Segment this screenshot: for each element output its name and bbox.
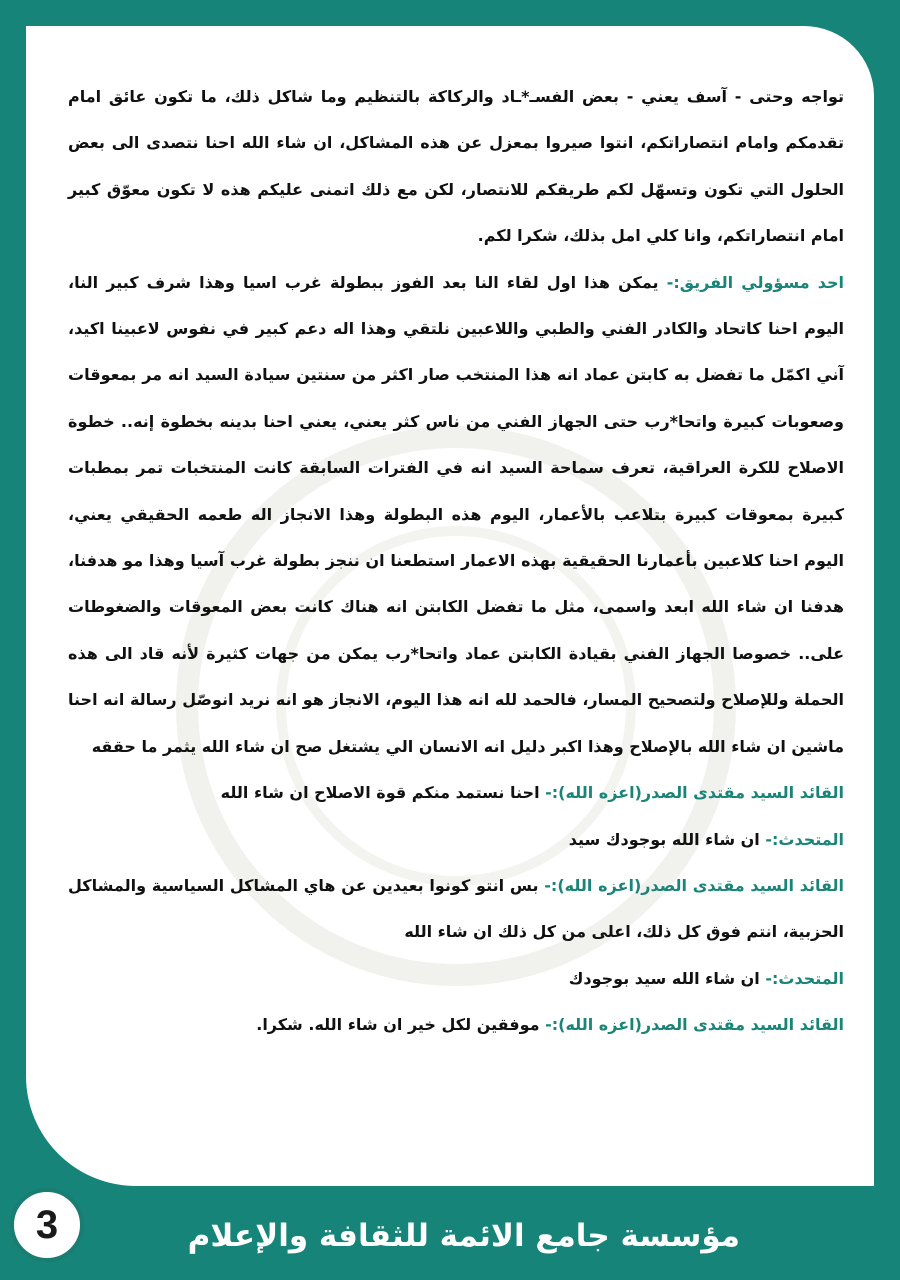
speaker-label: المتحدث:- bbox=[765, 968, 844, 988]
paragraph-text: بس انتو كونوا بعيدين عن هاي المشاكل السياسية والمشاكل الحزبية، انتم فوق كل ذلك، اعلى من كل ذلك ان شاء الله bbox=[68, 875, 844, 942]
paragraph-text: احنا نستمد منكم قوة الاصلاح ان شاء الله bbox=[220, 783, 546, 803]
paragraph-text: موفقين لكل خير ان شاء الله. شكرا. bbox=[256, 1015, 546, 1035]
transcript-body bbox=[68, 74, 844, 1049]
speaker-label: القائد السيد مقتدى الصدر(اعزه الله):- bbox=[544, 875, 844, 895]
speaker-label: القائد السيد مقتدى الصدر(اعزه الله):- bbox=[545, 783, 844, 803]
paragraph-text: تواجه وحتى - آسف يعني - بعض الفسـ*ـاد والركاكة بالتنظيم وما شاكل ذلك، ما تكون عائق امام تقدمكم وامام انتصاراتكم، انتوا صيروا بمعزل عن هذه المشاكل، ان شاء الله احنا نتصدى الى بعض الحلول التي تكون وتسهّل لكم طريقكم للانتصار، لكن مع ذلك اتمنى عليكم هذه لا تكون معوّق كبير امام انتصاراتكم، وانا كلي امل بذلك، شكرا لكم. bbox=[68, 87, 844, 246]
speaker-label: القائد السيد مقتدى الصدر(اعزه الله):- bbox=[545, 1015, 844, 1035]
paragraph-4 bbox=[68, 817, 844, 863]
paragraph-7 bbox=[68, 1002, 844, 1048]
speaker-label: المتحدث:- bbox=[765, 829, 844, 849]
paragraph-text: يمكن هذا اول لقاء النا بعد الفوز ببطولة غرب اسيا وهذا شرف كبير النا، اليوم احنا كاتحاد والكادر الفني والطبي واللاعبين نلتقي وهذا اله دعم كبير في نفوس لاعبينا اكيد، آني اكمّل ما تفضل به كابتن عماد انه هذا المنتخب صار اكثر من سنتين سيادة السيد انه مر بمعوقات وصعوبات كبيرة واتحا*رب حتى الجهاز الفني من ناس كثر يعني، يعني احنا بدينه بخطوة إنه.. خطوة الاصلاح للكرة العراقية، تعرف سماحة السيد انه في الفترات السابقة كانت المنتخبات تمر بمطبات كبيرة بمعوقات كبيرة بتلاعب بالأعمار، اليوم هذه البطولة وهذا الانجاز اله طعمه الحقيقي يعني، اليوم احنا كلاعبين بأعمارنا الحقيقية بهذه الاعمار استطعنا ان ننجز بطولة غرب آسيا وهذا مو هدفنا، هدفنا ان شاء الله ابعد واسمى، مثل ما تفضل الكابتن انه هناك كانت بعض المعوقات والضغوطات على.. خصوصا الجهاز الفني بقيادة الكابتن عماد واتحا*رب يمكن من جهات كثيرة لأنه قاد الى هذه الحملة وللإصلاح ولتصحيح المسار، فالحمد لله انه هذا اليوم، الانجاز هو انه نريد انوصّل رسالة انه احنا ماشين ان شاء الله بالإصلاح وهذا اكبر دليل انه الانسان الي يشتغل صح ان شاء الله يثمر ما حققه bbox=[68, 272, 844, 756]
paragraph-text: ان شاء الله سيد بوجودك bbox=[568, 968, 766, 988]
footer-title: مؤسسة جامع الائمة للثقافة والإعلام bbox=[187, 1218, 740, 1254]
page-sheet bbox=[26, 26, 874, 1186]
paragraph-text: ان شاء الله بوجودك سيد bbox=[568, 829, 766, 849]
page-number: 3 bbox=[10, 1188, 84, 1262]
paragraph-6 bbox=[68, 956, 844, 1002]
speaker-label: احد مسؤولي الفريق:- bbox=[666, 272, 845, 292]
paragraph-1 bbox=[68, 74, 844, 260]
paragraph-3 bbox=[68, 770, 844, 816]
paragraph-2 bbox=[68, 260, 844, 770]
paragraph-5 bbox=[68, 863, 844, 956]
